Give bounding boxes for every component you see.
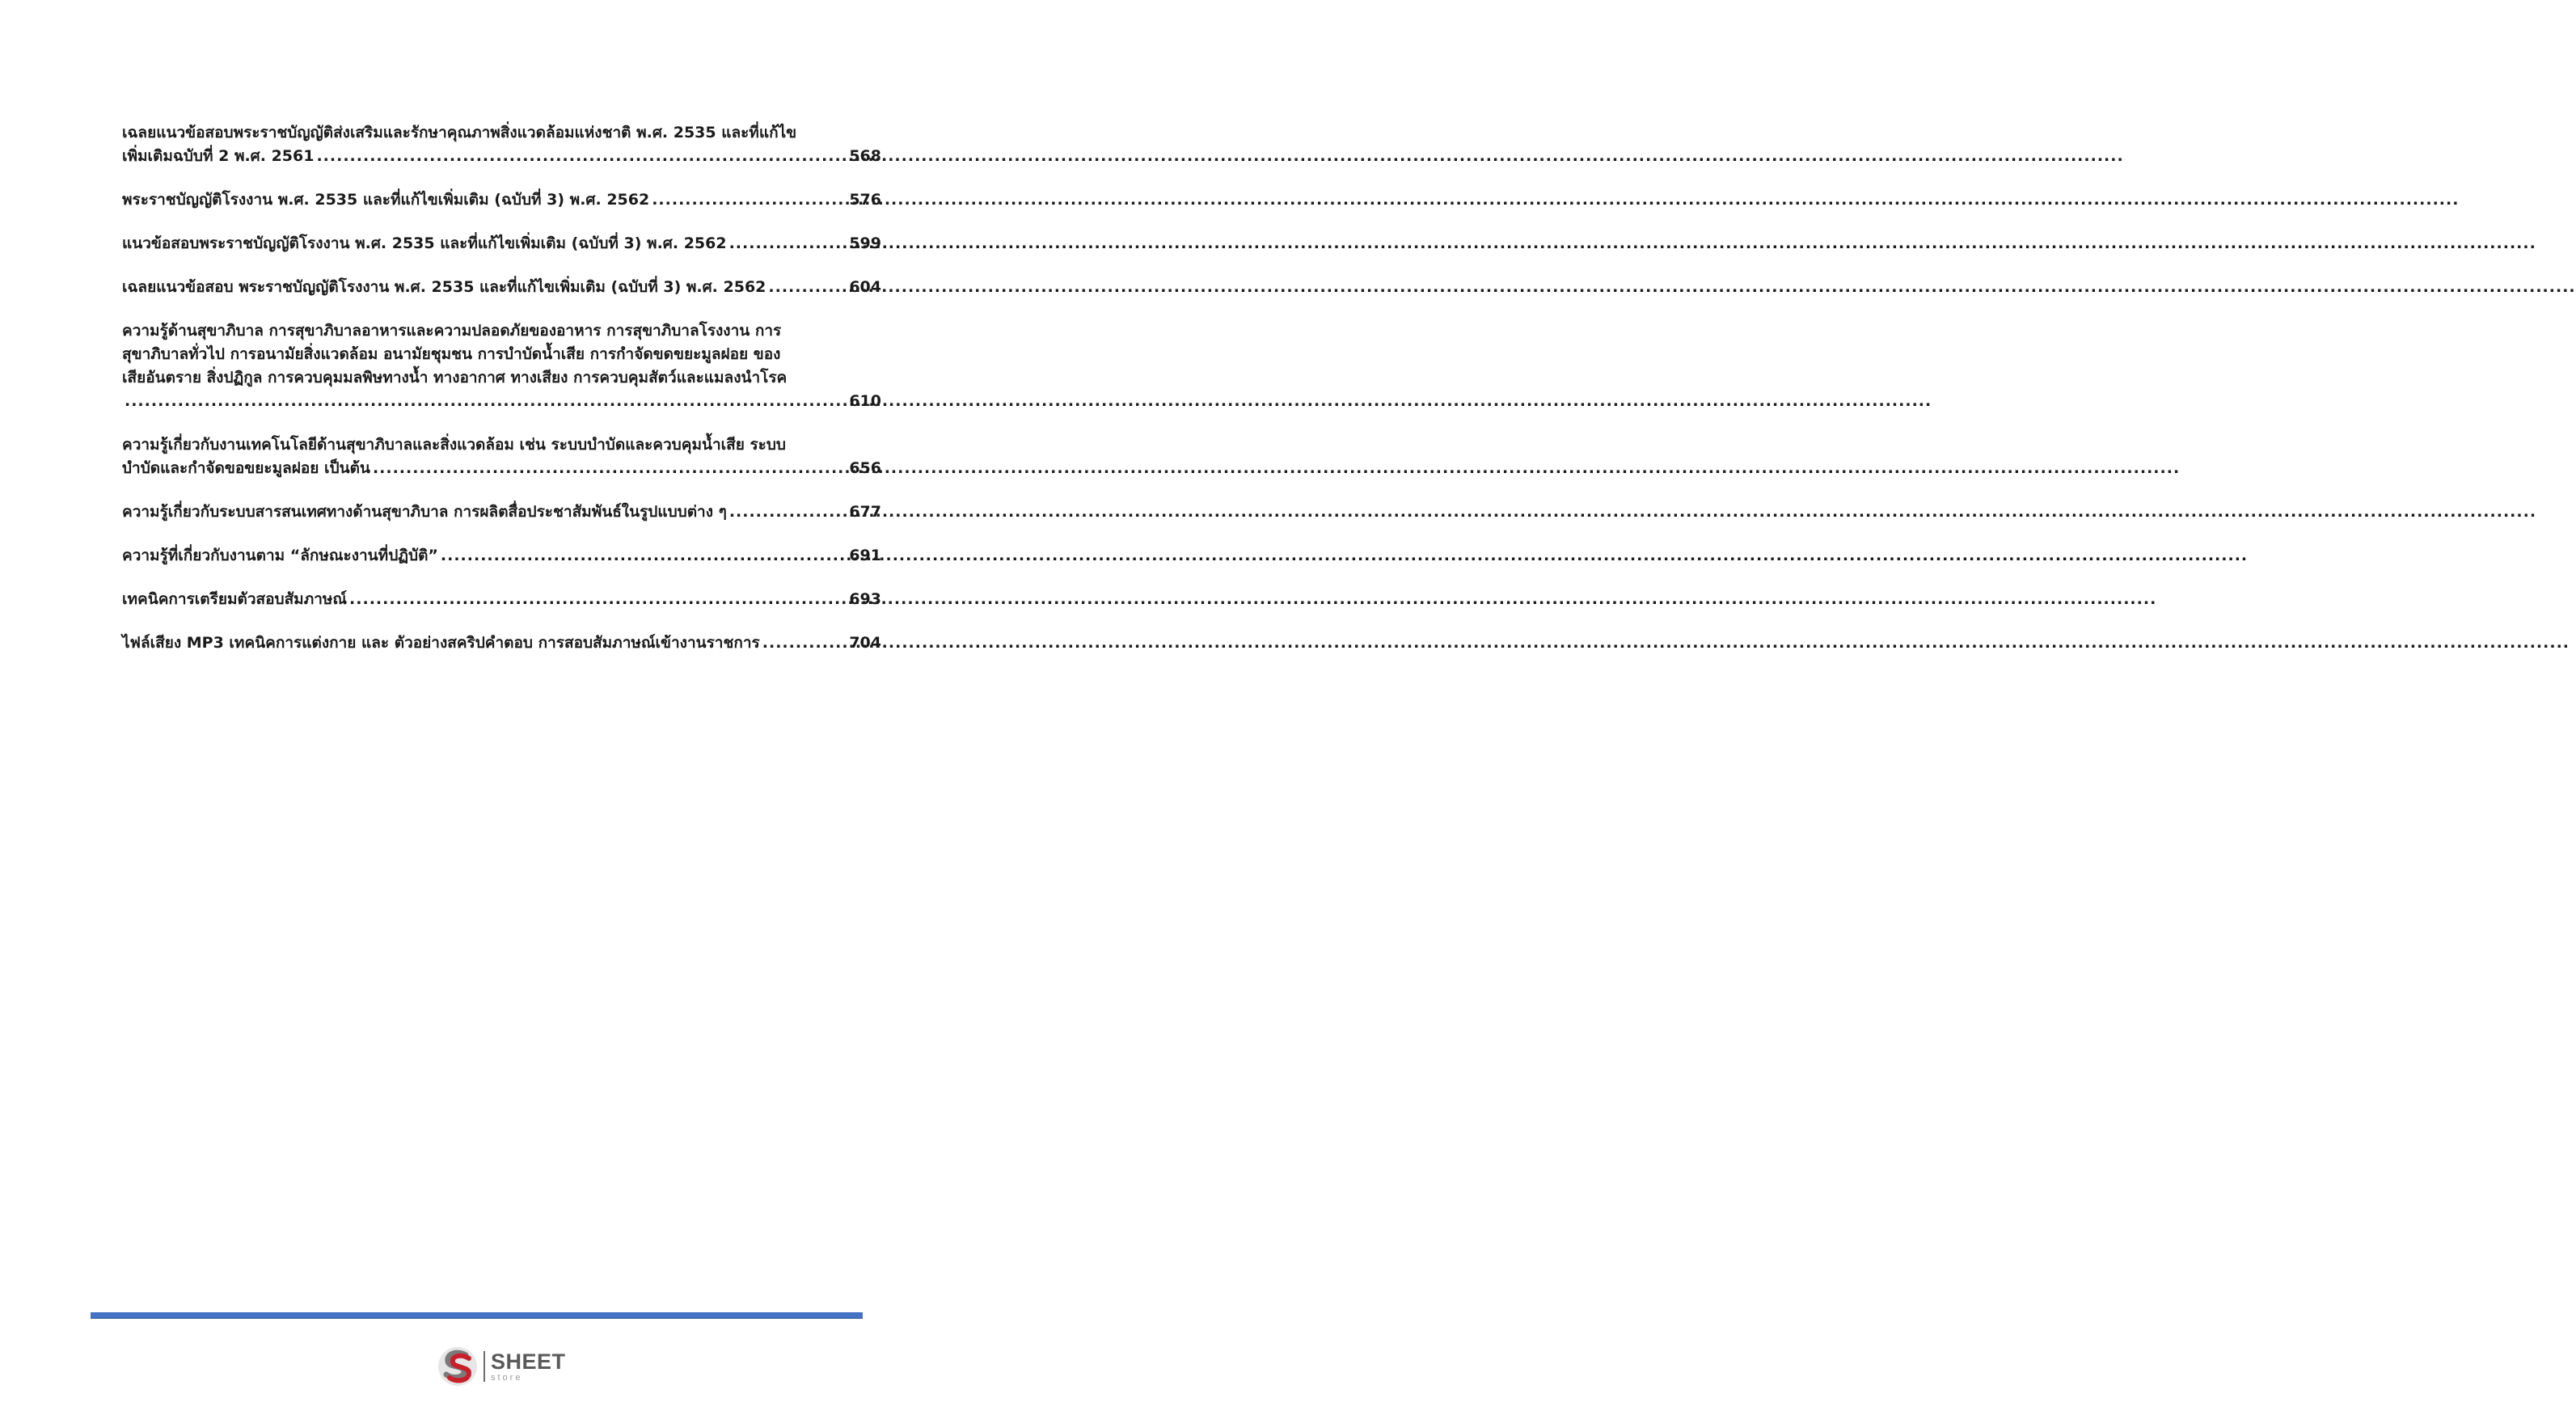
toc-entry[interactable] xyxy=(122,631,881,655)
toc-page-number: 576 xyxy=(849,191,881,209)
toc-entry-line xyxy=(122,390,881,413)
toc-entry[interactable] xyxy=(122,232,881,256)
toc-entry[interactable] xyxy=(122,588,881,611)
toc-dot-leader xyxy=(347,588,849,611)
table-of-contents xyxy=(122,121,881,675)
toc-entry-text: เฉลยแนวข้อสอบพระราชบัญญัติส่งเสริมและรักษาคุณภาพสิ่งแวดล้อมแห่งชาติ พ.ศ. 2535 และที่แก้ไข xyxy=(122,124,797,141)
toc-entry-title: แนวข้อสอบพระราชบัญญัติโรงงาน พ.ศ. 2535 และที่แก้ไขเพิ่มเติม (ฉบับที่ 3) พ.ศ. 2562 xyxy=(122,234,727,252)
toc-entry[interactable] xyxy=(122,276,881,299)
toc-entry[interactable] xyxy=(122,544,881,568)
toc-entry-text: ความรู้เกี่ยวกับงานเทคโนโลยีด้านสุขาภิบาลและสิ่งแวดล้อม เช่น ระบบบำบัดและควบคุมน้ำเสีย ระบบ xyxy=(122,436,786,454)
logo-sub: store xyxy=(491,1372,523,1383)
toc-entry-line xyxy=(122,457,881,480)
toc-entry-title: เพิ่มเติมฉบับที่ 2 พ.ศ. 2561 xyxy=(122,147,315,165)
toc-dot-leader xyxy=(649,188,849,212)
toc-dot-leader xyxy=(766,276,849,299)
toc-entry-text: สุขาภิบาลทั่วไป การอนามัยสิ่งแวดล้อม อนามัยชุมชน การบำบัดน้ำเสีย การกำจัดขดขยะมูลฝอย ของ xyxy=(122,345,781,363)
toc-dot-leader xyxy=(370,457,849,480)
toc-entry-line xyxy=(122,631,881,655)
toc-page-number: 691 xyxy=(849,547,881,564)
logo-divider xyxy=(484,1351,485,1382)
toc-entry-line xyxy=(122,145,881,168)
toc-entry[interactable] xyxy=(122,433,881,480)
toc-dot-leader xyxy=(727,232,850,256)
toc-entry-line xyxy=(122,232,881,256)
sheet-store-logo-icon xyxy=(437,1345,479,1387)
toc-entry[interactable] xyxy=(122,500,881,524)
toc-entry[interactable] xyxy=(122,319,881,413)
toc-entry-title: ความรู้เกี่ยวกับระบบสารสนเทศทางด้านสุขาภิบาล การผลิตสื่อประชาสัมพันธ์ในรูปแบบต่าง ๆ xyxy=(122,503,727,521)
toc-entry-title: เฉลยแนวข้อสอบ พระราชบัญญัติโรงงาน พ.ศ. 2535 และที่แก้ไขเพิ่มเติม (ฉบับที่ 3) พ.ศ. 2562 xyxy=(122,278,766,296)
toc-entry-line xyxy=(122,588,881,611)
toc-page-number: 599 xyxy=(849,234,881,252)
toc-entry-title: ความรู้ที่เกี่ยวกับงานตาม “ลักษณะงานที่ปฏิบัติ” xyxy=(122,547,438,564)
toc-page-number: 693 xyxy=(849,590,881,608)
toc-dot-leader xyxy=(314,145,849,168)
toc-entry-title: บำบัดและกำจัดขอขยะมูลฝอย เป็นต้น xyxy=(122,459,370,477)
toc-dot-leader xyxy=(760,631,850,655)
footer-divider xyxy=(91,1312,863,1319)
toc-entry-text: เสียอันตราย สิ่งปฏิกูล การควบคุมมลพิษทางน้ำ ทางอากาศ ทางเสียง การควบคุมสัตว์และแมลงนำโรค xyxy=(122,369,788,386)
toc-dot-leader xyxy=(122,390,849,413)
toc-page-number: 604 xyxy=(849,278,881,296)
toc-entry-line xyxy=(122,500,881,524)
toc-entry-text: ความรู้ด้านสุขาภิบาล การสุขาภิบาลอาหารและความปลอดภัยของอาหาร การสุขาภิบาลโรงงาน การ xyxy=(122,322,782,340)
toc-page-number: 704 xyxy=(849,634,881,652)
toc-entry-title: ไฟล์เสียง MP3 เทคนิคการแต่งกาย และ ตัวอย่างสคริปคำตอบ การสอบสัมภาษณ์เข้างานราชการ xyxy=(122,634,760,652)
toc-dot-leader xyxy=(438,544,849,568)
toc-entry-line xyxy=(122,188,881,212)
toc-page-number: 568 xyxy=(849,147,881,165)
toc-entry-line xyxy=(122,276,881,299)
logo-text xyxy=(491,1351,566,1383)
toc-entry-title: เทคนิคการเตรียมตัวสอบสัมภาษณ์ xyxy=(122,590,348,608)
toc-page-number: 610 xyxy=(849,392,881,410)
toc-entry-title: พระราชบัญญัติโรงงาน พ.ศ. 2535 และที่แก้ไขเพิ่มเติม (ฉบับที่ 3) พ.ศ. 2562 xyxy=(122,191,650,209)
toc-entry[interactable] xyxy=(122,188,881,212)
toc-dot-leader xyxy=(727,500,850,524)
toc-page-number: 677 xyxy=(849,503,881,521)
toc-entry-line xyxy=(122,544,881,568)
footer-logo xyxy=(437,1344,566,1389)
toc-entry[interactable] xyxy=(122,121,881,168)
logo-word: SHEET xyxy=(491,1349,566,1374)
toc-page-number: 656 xyxy=(849,459,881,477)
